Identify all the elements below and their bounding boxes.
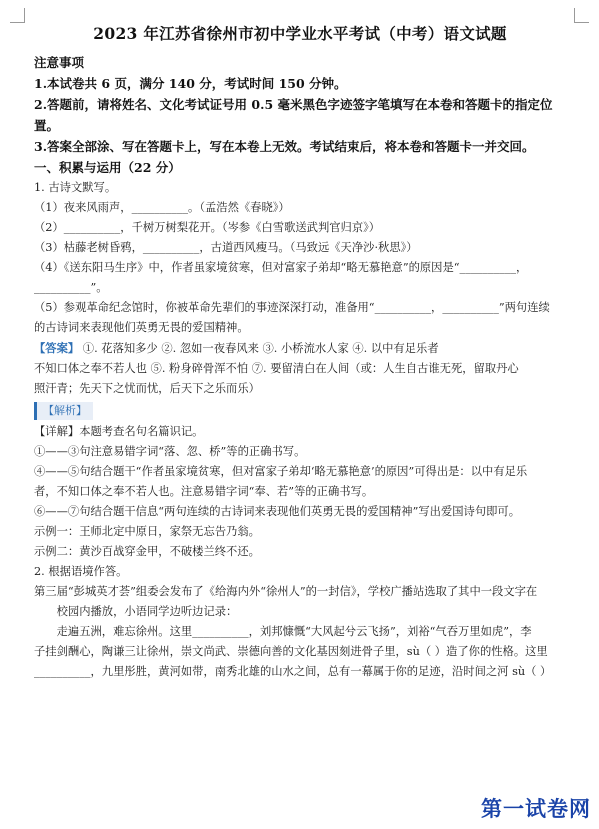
question-intro: 校园内播放，小语同学边听边记录：	[56, 605, 238, 618]
question-line: 的古诗词来表现他们英勇无畏的爱国精神。	[34, 321, 249, 334]
analysis-line: ①——③句注意易错字词“落、忽、桥”等的正确书写。	[34, 445, 306, 458]
analysis-line: 示例一：王师北定中原日，家祭无忘告乃翁。	[34, 525, 260, 538]
analysis-line: 【详解】本题考查名句名篇识记。	[34, 425, 204, 438]
question-line: （1）夜来风雨声，__________。（孟浩然《春晓》）	[34, 201, 290, 214]
question-line: （2）__________，千树万树梨花开。（岑参《白雪歌送武判官归京》）	[34, 221, 381, 234]
question-line: __________”。	[34, 281, 108, 294]
question-line: （4）《送东阳马生序》中，作者虽家境贫寒，但对富家子弟却“略无慕艳意”的原因是“__________，	[34, 261, 528, 274]
answer-line: 不知口体之奉不若人也 ⑤. 粉身碎骨浑不怕 ⑦. 要留清白在人间（或：人生自古谁无死，留取丹心	[34, 362, 519, 375]
question-line: （3）枯藤老树昏鸦，__________，古道西风瘦马。（马致远《天净沙·秋思》）	[34, 241, 418, 254]
notice-item: 2.答题前，请将姓名、文化考试证号用 0.5 毫米黑色字迹签字笔填写在本卷和答题卡的指定位置。	[34, 97, 553, 133]
passage-line: __________，九里彤胜，黄河如带，南秀北雄的山水之间，总有一幕属于你的足迹，沿时间之河 sù（ ）	[34, 665, 552, 678]
notice-heading: 注意事项	[34, 55, 85, 70]
notice-item: 1.本试卷共 6 页，满分 140 分，考试时间 150 分钟。	[34, 76, 347, 91]
passage-line: 走遍五洲，难忘徐州。这里__________，刘邦慷慨“大风起兮云飞扬”，刘裕“气吞万里如虎”，李	[56, 625, 532, 638]
answer-label: 【答案】	[34, 341, 80, 355]
answer-line	[34, 338, 566, 359]
page-corner-mark	[10, 8, 25, 23]
analysis-line: ④——⑤句结合题干“作者虽家境贫寒，但对富家子弟却‘略无慕艳意’的原因”可得出是：以中有足乐	[34, 465, 528, 478]
notice-item: 3.答案全部涂、写在答题卡上，写在本卷上无效。考试结束后，将本卷和答题卡一并交回。	[34, 139, 535, 154]
question-stem: 1. 古诗文默写。	[34, 181, 117, 194]
question-intro: 第三届“彭城英才荟”组委会发布了《给海内外“徐州人”的一封信》，学校广播站选取了其中一段文字在	[34, 585, 538, 598]
answer-text: ①. 花落知多少 ②. 忽如一夜春风来 ③. 小桥流水人家 ④. 以中有足乐者	[82, 342, 439, 355]
question-stem: 2. 根据语境作答。	[34, 565, 128, 578]
question-line: （5）参观革命纪念馆时，你被革命先辈们的事迹深深打动，准备用“__________，__________”两句连续	[34, 301, 550, 314]
answer-line: 照汗青；先天下之忧而忧，后天下之乐而乐）	[34, 382, 260, 395]
analysis-line: ⑥——⑦句结合题干信息“两句连续的古诗词来表现他们英勇无畏的爱国精神”写出爱国诗句即可。	[34, 505, 521, 518]
analysis-line: 者，不知口体之奉不若人也。注意易错字词“奉、若”等的正确书写。	[34, 485, 374, 498]
site-watermark: 第一试卷网	[481, 797, 591, 821]
passage-line: 子挂剑酬心，陶谦三让徐州，崇文尚武、崇德向善的文化基因刻进骨子里，sù（ ）造了你的性格。这里	[34, 645, 548, 658]
page-corner-mark	[574, 8, 589, 23]
page-title: 2023 年江苏省徐州市初中学业水平考试（中考）语文试题	[93, 24, 507, 43]
section-heading: 一、积累与运用（22 分）	[34, 160, 181, 175]
analysis-line: 示例二：黄沙百战穿金甲，不破楼兰终不还。	[34, 545, 260, 558]
document-page	[34, 22, 566, 682]
analysis-tag: 【解析】	[34, 402, 93, 420]
